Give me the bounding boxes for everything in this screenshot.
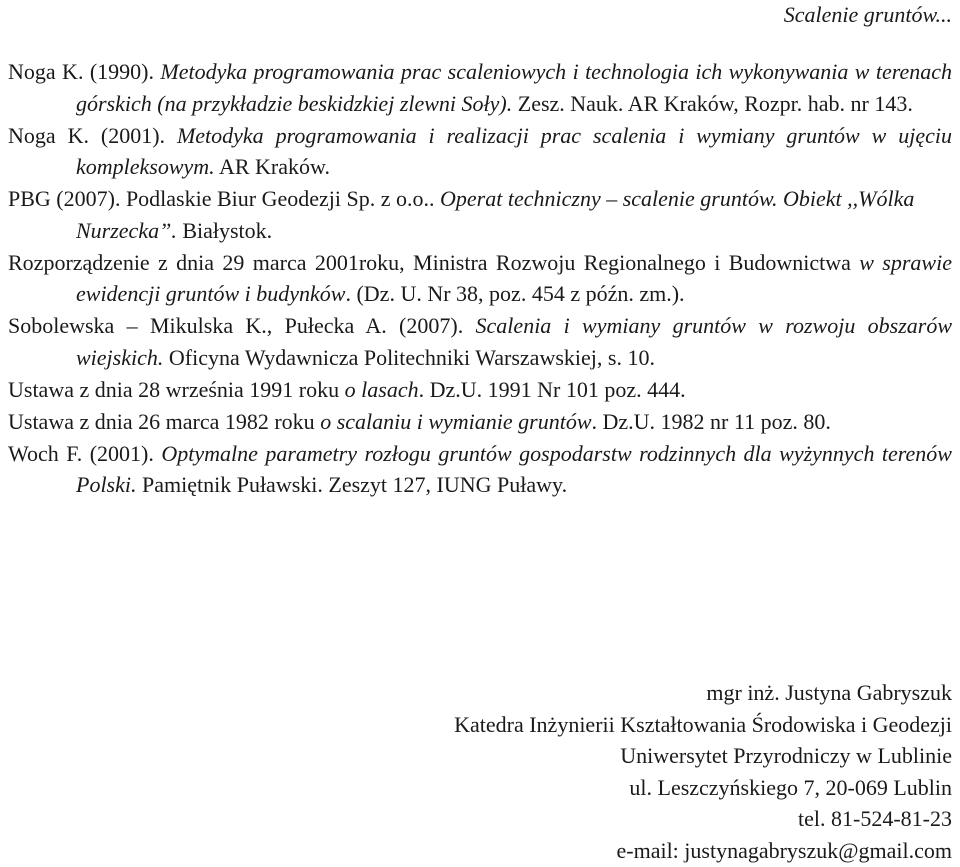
author-street: ul. Leszczyńskiego 7, 20-069 Lublin: [629, 774, 952, 800]
reference-author: Sobolewska – Mikulska K., Pułecka A. (2007).: [8, 313, 476, 338]
reference-author: Ustawa z dnia 26 marca 1982 roku: [8, 408, 321, 434]
reference-author: Rozporządzenie z dnia 29 marca 2001roku, Ministra Rozwoju Regionalnego i Budownictwa: [8, 249, 860, 275]
reference-ustawa-1991: [8, 374, 952, 406]
reference-source: Oficyna Wydawnicza Politechniki Warszawskiej, s. 10.: [163, 344, 655, 370]
reference-source: . Dz.U. 1982 nr 11 poz. 80.: [591, 408, 831, 434]
reference-title: Optymalne parametry rozłogu gruntów gospodarstw rodzinnych dla wyżynnych terenów Polski.: [76, 440, 952, 497]
reference-author: Noga K. (2001).: [8, 122, 177, 148]
running-head: Scalenie gruntów...: [783, 2, 952, 27]
reference-source: Zesz. Nauk. AR Kraków, Rozpr. hab. nr 143.: [512, 90, 913, 116]
reference-woch-2001: [8, 438, 952, 501]
author-university: Uniwersytet Przyrodniczy w Lublinie: [620, 743, 952, 769]
author-address: [454, 677, 952, 867]
reference-author: Noga K. (1990).: [8, 59, 161, 84]
author-phone: tel. 81-524-81-23: [798, 806, 952, 832]
reference-sobolewska-2007: [8, 310, 952, 373]
reference-pbg-2007: [8, 183, 952, 246]
author-email: e-mail: justynagabryszuk@gmail.com: [616, 837, 952, 863]
reference-author: PBG (2007). Podlaskie Biur Geodezji Sp. z o.o..: [8, 186, 441, 211]
reference-noga-1990: [8, 56, 952, 119]
author-department: Katedra Inżynierii Kształtowania Środowiska i Geodezji: [454, 711, 952, 737]
reference-rozporzadzenie-2001: [8, 247, 952, 310]
reference-author: Woch F. (2001).: [8, 440, 162, 466]
reference-noga-2001: [8, 120, 952, 183]
reference-source: . Dz.U. 1991 Nr 101 poz. 444.: [418, 376, 686, 402]
reference-title: Scalenia i wymiany gruntów w rozwoju obszarów wiejskich.: [76, 313, 953, 370]
reference-source: . (Dz. U. Nr 38, poz. 454 z późn. zm.).: [345, 281, 685, 306]
reference-source: Pamiętnik Puławski. Zeszyt 127, IUNG Puławy.: [136, 472, 568, 497]
reference-title: Metodyka programowania i realizacji prac scalenia i wymiany gruntów w ujęciu kompleksowym.: [76, 122, 952, 179]
reference-ustawa-1982: [8, 406, 952, 438]
author-name: mgr inż. Justyna Gabryszuk: [706, 680, 952, 705]
reference-author: Ustawa z dnia 28 września 1991 roku: [8, 376, 345, 402]
reference-title: o scalaniu i wymianie gruntów: [320, 408, 592, 434]
reference-title: Operat techniczny – scalenie gruntów. Obiekt ,,Wólka Nurzecka”.: [76, 186, 915, 243]
reference-source: AR Kraków.: [214, 154, 330, 179]
reference-title: w sprawie ewidencji gruntów i budynków: [76, 249, 952, 306]
reference-source: Białystok.: [176, 217, 273, 243]
reference-title: o lasach: [344, 376, 419, 402]
reference-list: [8, 56, 952, 501]
reference-title: Metodyka programowania prac scaleniowych i technologia ich wykonywania w terenach górskich (na przykładzie beskidzkiej zlewni Soły).: [76, 59, 952, 116]
